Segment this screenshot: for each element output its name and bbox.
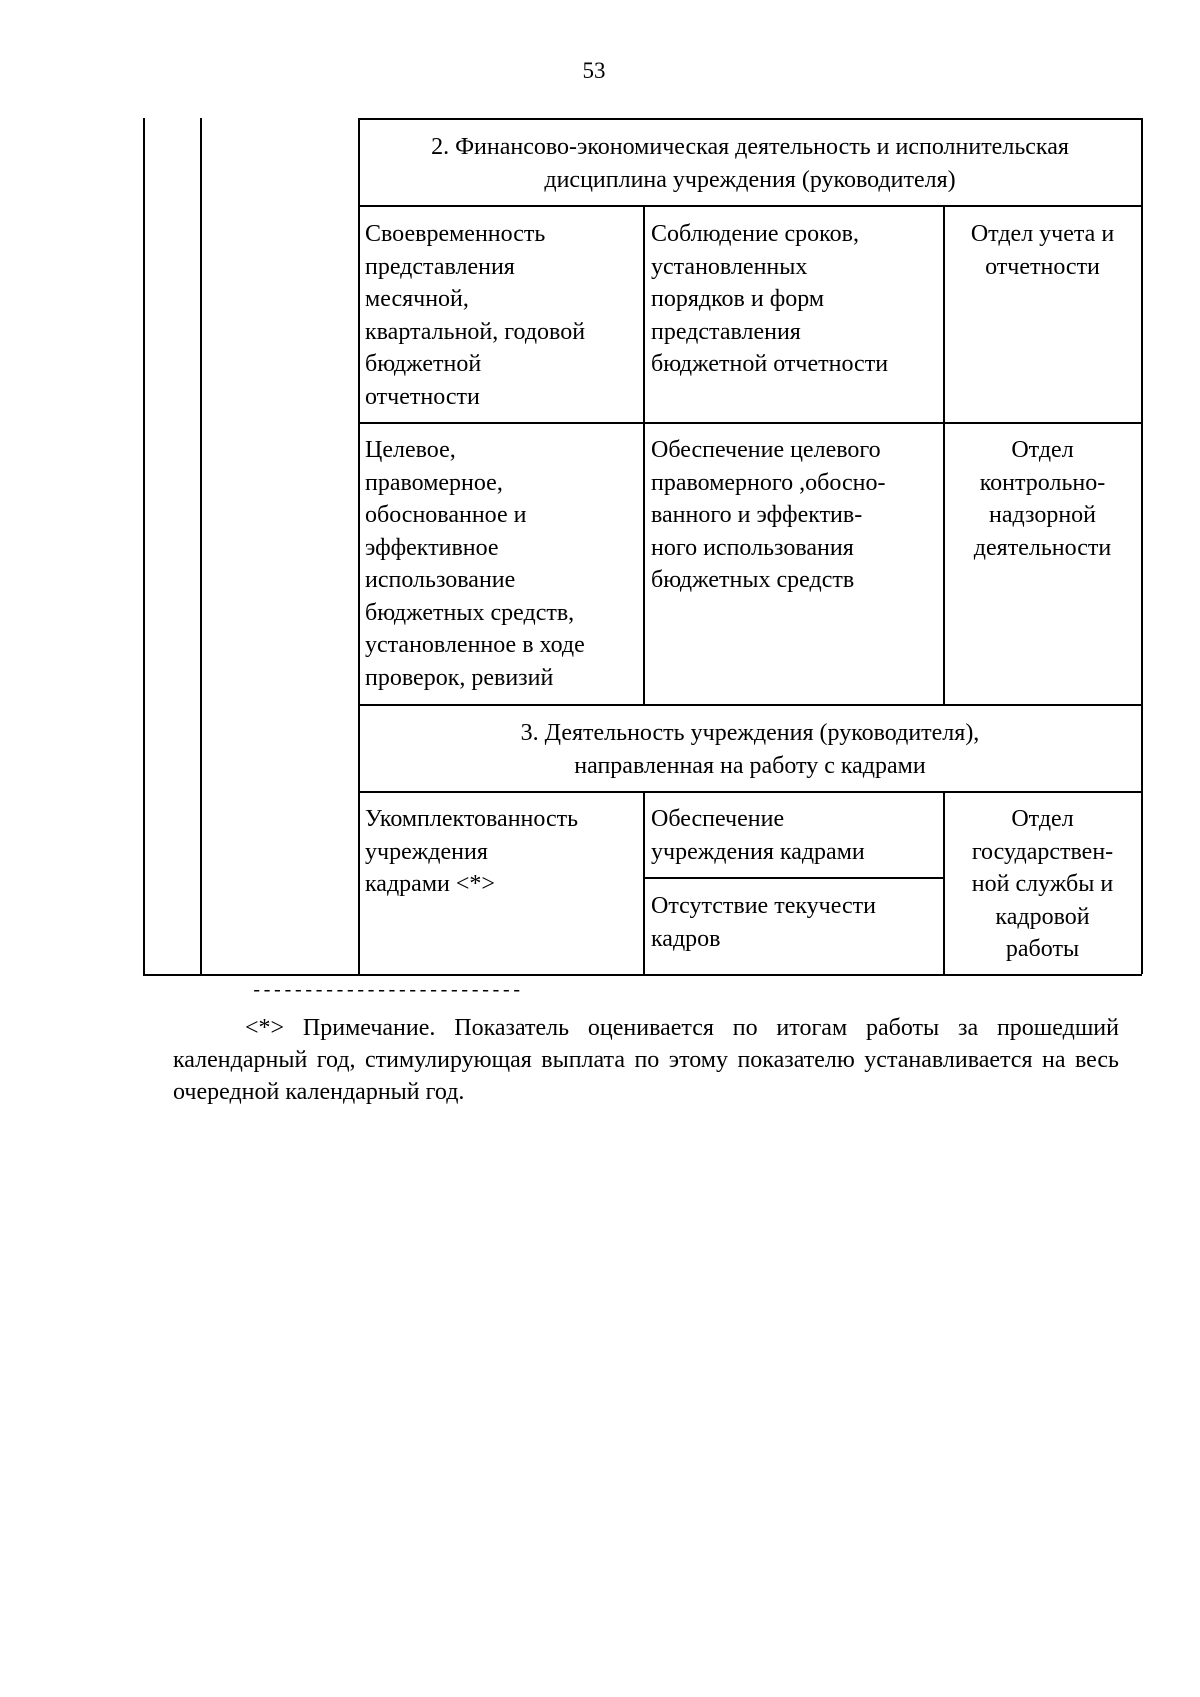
text-line: Отдел (1011, 437, 1074, 463)
text-line: контрольно- (979, 469, 1106, 496)
indicator-cell (365, 803, 641, 901)
criterion-cell (651, 434, 941, 597)
text-line: кадрами <*> (365, 871, 495, 897)
table-border (358, 704, 1142, 706)
text-line: Укомплектованность (365, 806, 579, 832)
text-line: ной службы и (971, 871, 1114, 897)
table-border (643, 791, 645, 974)
footnote-text: <*> Примечание. Показатель оценивается по итогам работы за прошедший календарный год, стимулирующая выплата по этому показателю устанавливается на весь очередной календарный год. (173, 1015, 1119, 1105)
table-border (200, 118, 202, 974)
text-line: правомерного ,обосно- (651, 469, 886, 496)
text-line: надзорной (988, 502, 1097, 528)
text-line: бюджетных средств, (365, 599, 575, 626)
text-line: отчетности (985, 253, 1100, 280)
department-cell (945, 434, 1140, 564)
text-line: Соблюдение сроков, (651, 221, 859, 247)
table-border (358, 118, 360, 974)
text-line: обоснованное и (365, 502, 527, 528)
text-line: ванного и эффектив- (651, 502, 863, 528)
text-line: деятельности (973, 534, 1112, 561)
table-border (1141, 118, 1143, 974)
criterion-cell (651, 803, 941, 868)
page-number: 53 (582, 58, 606, 83)
indicator-cell (365, 218, 641, 413)
text-line: правомерное, (365, 469, 503, 496)
indicator-cell (365, 434, 641, 694)
text-line: установленное в ходе (365, 632, 585, 658)
criterion-cell (651, 890, 941, 955)
text-line: Отдел учета и (970, 221, 1115, 247)
table-border (643, 877, 943, 879)
section-header-line: направленная на работу с кадрами (574, 752, 926, 779)
table-border (358, 791, 1142, 793)
table-border (143, 974, 1142, 976)
section-header (360, 131, 1140, 196)
table-border (643, 422, 645, 704)
text-line: представления (651, 318, 801, 345)
text-line: Своевременность (365, 221, 546, 247)
text-line: установленных (651, 253, 808, 280)
text-line: Обеспечение (651, 806, 785, 832)
text-line: государствен- (971, 838, 1114, 865)
footnote-separator: -------------------------- (251, 980, 522, 1002)
criterion-cell (651, 218, 941, 381)
text-line: бюджетной (365, 351, 482, 377)
text-line: кадров (651, 925, 721, 952)
text-line: бюджетных средств (651, 567, 855, 593)
table-border (643, 205, 645, 422)
section-header-line: 3. Деятельность учреждения (руководителя), (520, 720, 980, 746)
text-line: отчетности (365, 383, 480, 410)
text-line: Целевое, (365, 437, 456, 463)
text-line: работы (1005, 936, 1080, 962)
text-line: использование (365, 567, 516, 593)
text-line: порядков и форм (651, 286, 825, 312)
section-header (360, 717, 1140, 782)
text-line: Обеспечение целевого (651, 437, 881, 463)
text-line: кадровой (995, 903, 1090, 930)
text-line: учреждения кадрами (651, 838, 865, 865)
section-header-line: дисциплина учреждения (руководителя) (544, 166, 956, 193)
table-border (358, 422, 1142, 424)
text-line: проверок, ревизий (365, 664, 554, 691)
department-cell (945, 218, 1140, 283)
text-line: учреждения (365, 838, 488, 865)
text-line: квартальной, годовой (365, 318, 586, 345)
table-border (143, 118, 145, 974)
table-border (358, 118, 1142, 120)
table-border (358, 205, 1142, 207)
text-line: Отдел (1011, 806, 1074, 832)
department-cell (945, 803, 1140, 966)
text-line: месячной, (365, 286, 469, 312)
text-line: ного использования (651, 534, 854, 561)
section-header-line: 2. Финансово-экономическая деятельность и исполнительская (431, 134, 1069, 160)
text-line: бюджетной отчетности (651, 351, 889, 377)
text-line: эффективное (365, 534, 499, 561)
text-line: представления (365, 253, 515, 280)
text-line: Отсутствие текучести (651, 893, 876, 919)
